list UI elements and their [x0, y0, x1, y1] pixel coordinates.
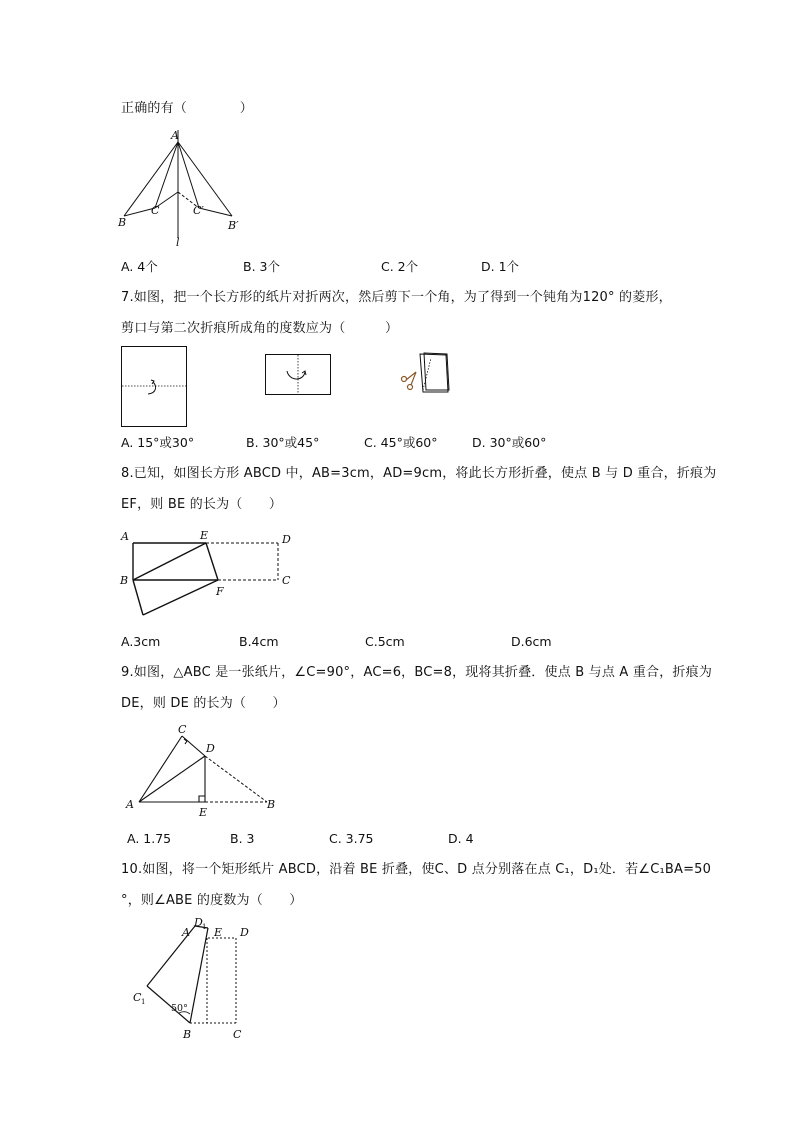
q8-option-a: A.3cm [121, 634, 161, 649]
q6-option-c: C. 2个 [381, 259, 419, 274]
q9-label-c: C [178, 723, 187, 736]
q6-label-c-prime: C′ [193, 204, 204, 217]
q10-line2: °，则∠ABE 的度数为（ ） [121, 893, 303, 908]
q10-label-a: A [182, 926, 190, 939]
q6-tail-text: 正确的有（ ） [121, 101, 254, 116]
q10-label-e: E [214, 926, 223, 939]
q7-figure-fold1 [121, 346, 191, 428]
q8-option-d: D.6cm [511, 634, 552, 649]
q10-label-c1: C [133, 991, 142, 1004]
q8-label-d: D [282, 533, 291, 546]
q7-option-a: A. 15°或30° [121, 435, 195, 450]
q7-figure-cut [398, 352, 458, 397]
q6-label-b-prime: B′ [228, 219, 239, 232]
q6-option-a: A. 4个 [121, 259, 158, 274]
q6-option-b: B. 3个 [243, 259, 280, 274]
q6-label-c: C [151, 204, 160, 217]
q9-option-b: B. 3 [230, 831, 255, 846]
q8-label-c: C [282, 574, 291, 587]
q7-figure-fold2 [265, 354, 335, 399]
q7-option-b: B. 30°或45° [246, 435, 320, 450]
q9-label-b: B [267, 798, 276, 811]
q6-label-b: B [118, 216, 127, 229]
q10-label-c1-subscript: 1 [141, 998, 146, 1006]
q6-label-l: l [176, 236, 180, 249]
q10-label-d: D [240, 926, 249, 939]
q8-line2: EF，则 BE 的长为（ ） [121, 497, 283, 512]
q9-label-e: E [199, 806, 208, 819]
q7-option-d: D. 30°或60° [472, 435, 547, 450]
q7-line1: 7.如图，把一个长方形的纸片对折两次，然后剪下一个角，为了得到一个钝角为120° 的菱形， [121, 290, 672, 305]
q8-label-f: F [216, 585, 224, 598]
q7-option-c: C. 45°或60° [364, 435, 438, 450]
q10-angle-label: 50° [171, 1003, 188, 1014]
q8-label-a: A [121, 530, 129, 543]
q9-figure [122, 722, 292, 822]
q8-label-b: B [120, 574, 129, 587]
q7-line2: 剪口与第二次折痕所成角的度数应为（ ） [121, 321, 399, 336]
q9-label-d: D [206, 742, 215, 755]
q9-line2: DE，则 DE 的长为（ ） [121, 696, 286, 711]
q9-option-a: A. 1.75 [127, 831, 172, 846]
q8-option-b: B.4cm [239, 634, 279, 649]
q10-line1: 10.如图，将一个矩形纸片 ABCD，沿着 BE 折叠，使C、D 点分别落在点 C₁，D₁处．若∠C₁BA=50 [121, 862, 712, 877]
q8-option-c: C.5cm [365, 634, 405, 649]
q10-figure [130, 918, 260, 1040]
q10-label-d1-subscript: 1 [202, 923, 207, 931]
q10-label-b: B [183, 1028, 192, 1041]
q6-figure [115, 129, 245, 249]
q8-label-e: E [200, 529, 209, 542]
q9-label-a: A [126, 798, 134, 811]
q6-option-d: D. 1个 [481, 259, 520, 274]
q8-figure [118, 528, 298, 618]
q10-label-d1: D [194, 916, 203, 929]
q6-label-a: A [171, 129, 179, 142]
q10-label-c: C [233, 1028, 242, 1041]
scissors-icon [402, 372, 417, 390]
q9-line1: 9.如图，△ABC 是一张纸片，∠C=90°，AC=6，BC=8，现将其折叠．使点 B 与点 A 重合，折痕为 [121, 665, 713, 680]
q9-option-d: D. 4 [448, 831, 474, 846]
q8-line1: 8.已知，如图长方形 ABCD 中，AB=3cm，AD=9cm，将此长方形折叠，使点 B 与 D 重合，折痕为 [121, 466, 717, 481]
q9-option-c: C. 3.75 [329, 831, 374, 846]
